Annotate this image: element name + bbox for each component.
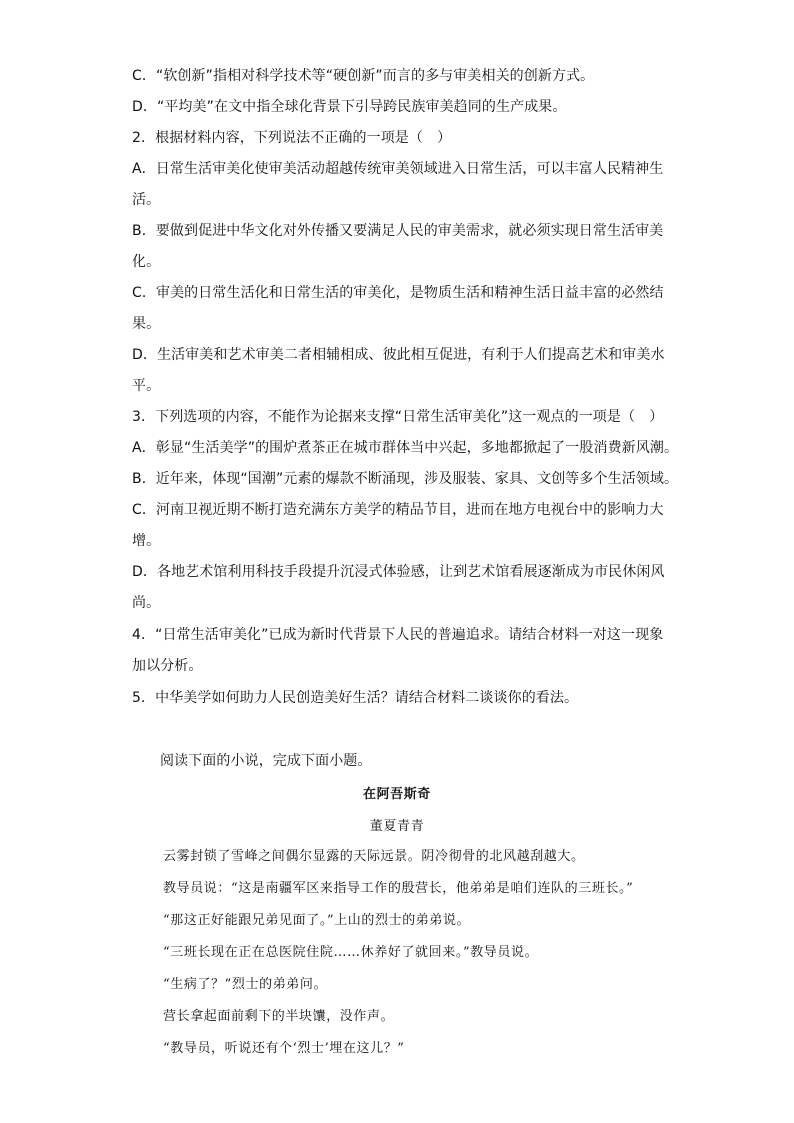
story-paragraph: “生病了？”烈士的弟弟问。 (163, 977, 328, 992)
story-paragraph: “教导员，听说还有个‘烈士’埋在这儿？” (163, 1041, 405, 1056)
q2-option-b-cont: 化。 (132, 254, 161, 270)
story-paragraph: “那这正好能跟兄弟见面了。”上山的烈士的弟弟说。 (163, 913, 471, 928)
q3-option-d-cont: 尚。 (132, 595, 161, 611)
q4-stem: 4．“日常生活审美化”已成为新时代背景下人民的普遍追求。请结合材料一对这一现象 (132, 627, 664, 643)
q2-option-a: A．日常生活审美化使审美活动超越传统审美领域进入日常生活，可以丰富人民精神生 (132, 161, 664, 177)
q3-stem: 3．下列选项的内容，不能作为论据来支撑“日常生活审美化”这一观点的一项是（ ） (132, 409, 664, 425)
q2-stem: 2．根据材料内容，下列说法不正确的一项是（ ） (132, 130, 452, 146)
story-paragraph: 营长拿起面前剩下的半块馕，没作声。 (163, 1009, 395, 1024)
q3-option-c: C．河南卫视近期不断打造充满东方美学的精品节目，进而在地方电视台中的影响力大 (132, 502, 664, 518)
q5-stem: 5．中华美学如何助力人民创造美好生活？请结合材料二谈谈你的看法。 (132, 690, 579, 706)
story-title: 在阿吾斯奇 (362, 787, 431, 802)
q2-option-a-cont: 活。 (132, 192, 161, 208)
q3-option-a: A．彰显“生活美学”的围炉煮茶正在城市群体当中兴起，多地都掀起了一股消费新风潮。 (132, 440, 679, 456)
reading-instruction: 阅读下面的小说，完成下面小题。 (160, 753, 372, 769)
q2-option-c-cont: 果。 (132, 316, 161, 332)
q2-option-d-cont: 平。 (132, 378, 161, 394)
q2-option-c: C．审美的日常生活化和日常生活的审美化，是物质生活和精神生活日益丰富的必然结 (132, 285, 664, 301)
story-paragraph: 教导员说：“这是南疆军区来指导工作的殷营长，他弟弟是咱们连队的三班长。” (163, 881, 634, 896)
q2-option-b: B．要做到促进中华文化对外传播又要满足人民的审美需求，就必须实现日常生活审美 (132, 223, 664, 239)
q3-option-b: B．近年来，体现“国潮”元素的爆款不断涌现，涉及服装、家具、文创等多个生活领域。 (132, 471, 679, 487)
q4-stem-cont: 加以分析。 (132, 658, 203, 674)
story-author: 董夏青青 (369, 819, 425, 834)
story-paragraph: “三班长现在正在总医院住院……休养好了就回来。”教导员说。 (163, 945, 539, 960)
q2-option-d: D．生活审美和艺术审美二者相辅相成、彼此相互促进，有利于人们提高艺术和审美水 (132, 347, 665, 363)
q1-option-c: C．“软创新”指相对科学技术等“硬创新”而言的多与审美相关的创新方式。 (132, 68, 595, 84)
q3-option-c-cont: 增。 (132, 533, 161, 549)
q1-option-d: D．“平均美”在文中指全球化背景下引导跨民族审美趋同的生产成果。 (132, 99, 567, 115)
story-paragraph: 云雾封锁了雪峰之间偶尔显露的天际远景。阴冷彻骨的北风越刮越大。 (163, 849, 585, 864)
q3-option-d: D．各地艺术馆利用科技手段提升沉浸式体验感，让到艺术馆看展逐渐成为市民休闲风 (132, 564, 665, 580)
